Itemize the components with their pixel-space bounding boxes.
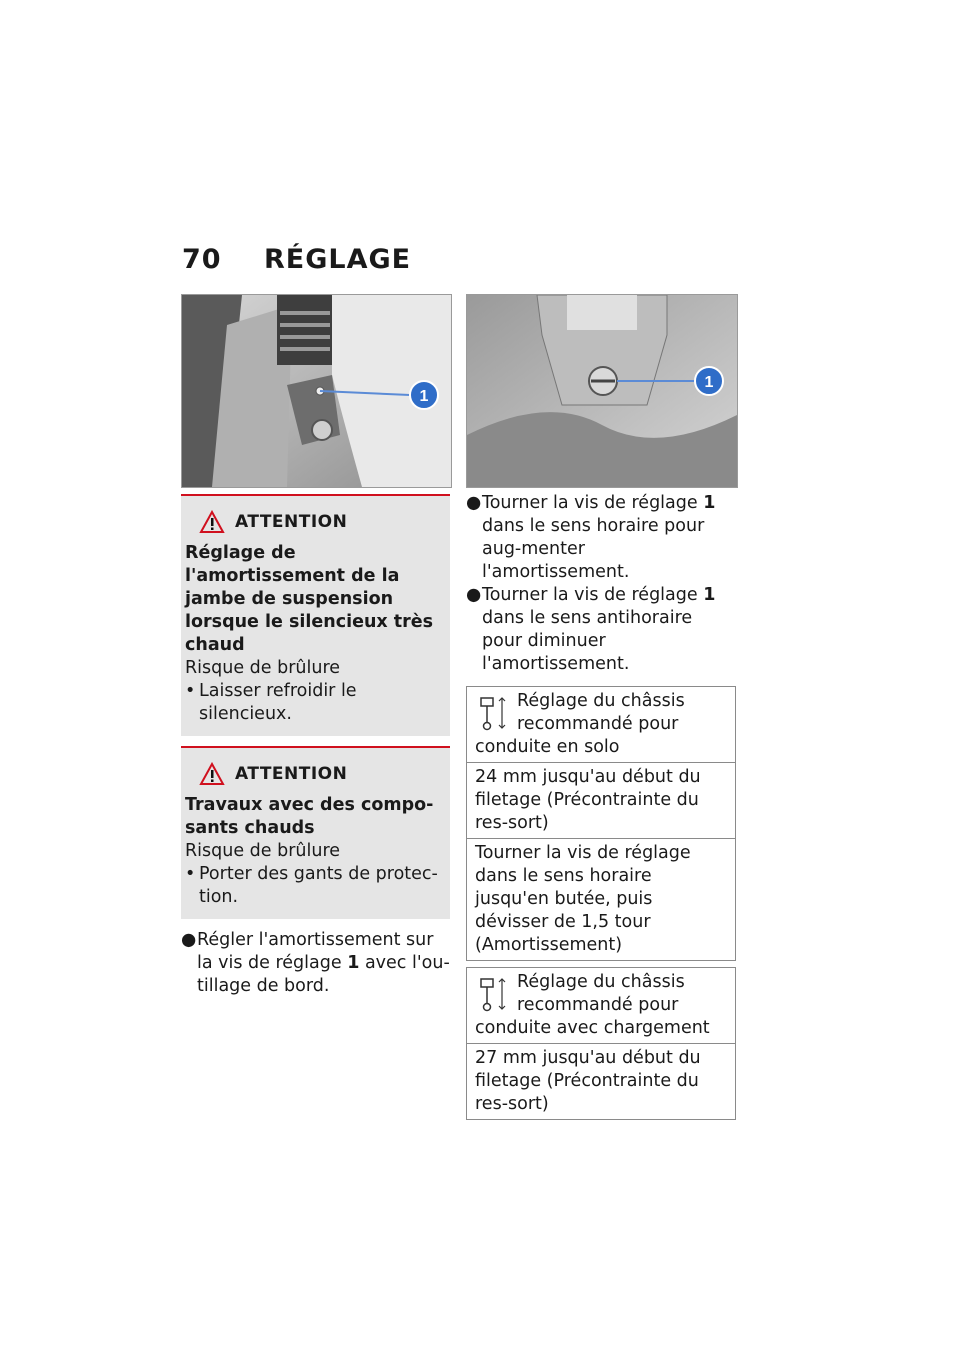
suspension-spring-icon	[477, 976, 507, 1012]
warning-box: ATTENTION Travaux avec des compo-sants chauds Risque de brûlure • Porter des gants de protec-tion.	[181, 746, 450, 919]
callout-number: 1	[704, 374, 714, 391]
warning-triangle-icon	[199, 510, 225, 534]
spec-table-solo	[466, 686, 736, 961]
page-header	[182, 244, 411, 275]
left-column	[181, 494, 450, 998]
warning-heading: Réglage de l'amortissement de la jambe de suspension lorsque le silencieux très chaud	[185, 543, 434, 655]
spec-table-header: Réglage du châssis recommandé pour conduite avec chargement	[475, 972, 710, 1038]
warning-action: Porter des gants de protec-tion.	[199, 864, 438, 907]
warning-action: Laisser refroidir le silencieux.	[199, 681, 357, 724]
warning-label: ATTENTION	[235, 511, 348, 532]
reference-number: 1	[347, 953, 360, 973]
warning-triangle-icon	[199, 762, 225, 786]
figure-shock-absorber	[181, 294, 452, 488]
warning-label: ATTENTION	[235, 763, 348, 784]
reference-number: 1	[703, 493, 716, 513]
warning-box: ATTENTION Réglage de l'amortissement de la jambe de suspension lorsque le silencieux très chaud Risque de brûlure • Laisser refroidir le silencieux.	[181, 494, 450, 736]
callout-number: 1	[419, 388, 429, 405]
instruction-step: ● Régler l'amortissement sur la vis de réglage 1 avec l'ou-tillage de bord.	[181, 930, 450, 996]
page-number: 70	[182, 244, 222, 275]
figure-adjusting-screw	[466, 294, 738, 488]
reference-number: 1	[703, 585, 716, 605]
right-column	[466, 492, 736, 1120]
instruction-step: ● Tourner la vis de réglage 1 dans le sens antihoraire pour diminuer l'amortissement.	[466, 585, 716, 674]
suspension-spring-icon	[477, 695, 507, 731]
warning-risk: Risque de brûlure	[185, 841, 341, 861]
instruction-step: ● Tourner la vis de réglage 1 dans le sens horaire pour aug-menter l'amortissement.	[466, 493, 716, 582]
spec-row: 24 mm jusqu'au début du filetage (Précontrainte du res-sort)	[467, 762, 735, 838]
page-title: RÉGLAGE	[264, 244, 412, 275]
warning-risk: Risque de brûlure	[185, 658, 341, 678]
warning-heading: Travaux avec des compo-sants chauds	[185, 795, 434, 838]
spec-row: Tourner la vis de réglage dans le sens horaire jusqu'en butée, puis dévisser de 1,5 tour (Amortissement)	[467, 838, 735, 960]
spec-table-header: Réglage du châssis recommandé pour conduite en solo	[475, 691, 685, 757]
spec-table-loaded	[466, 967, 736, 1120]
spec-row: 27 mm jusqu'au début du filetage (Précontrainte du res-sort)	[467, 1043, 735, 1119]
